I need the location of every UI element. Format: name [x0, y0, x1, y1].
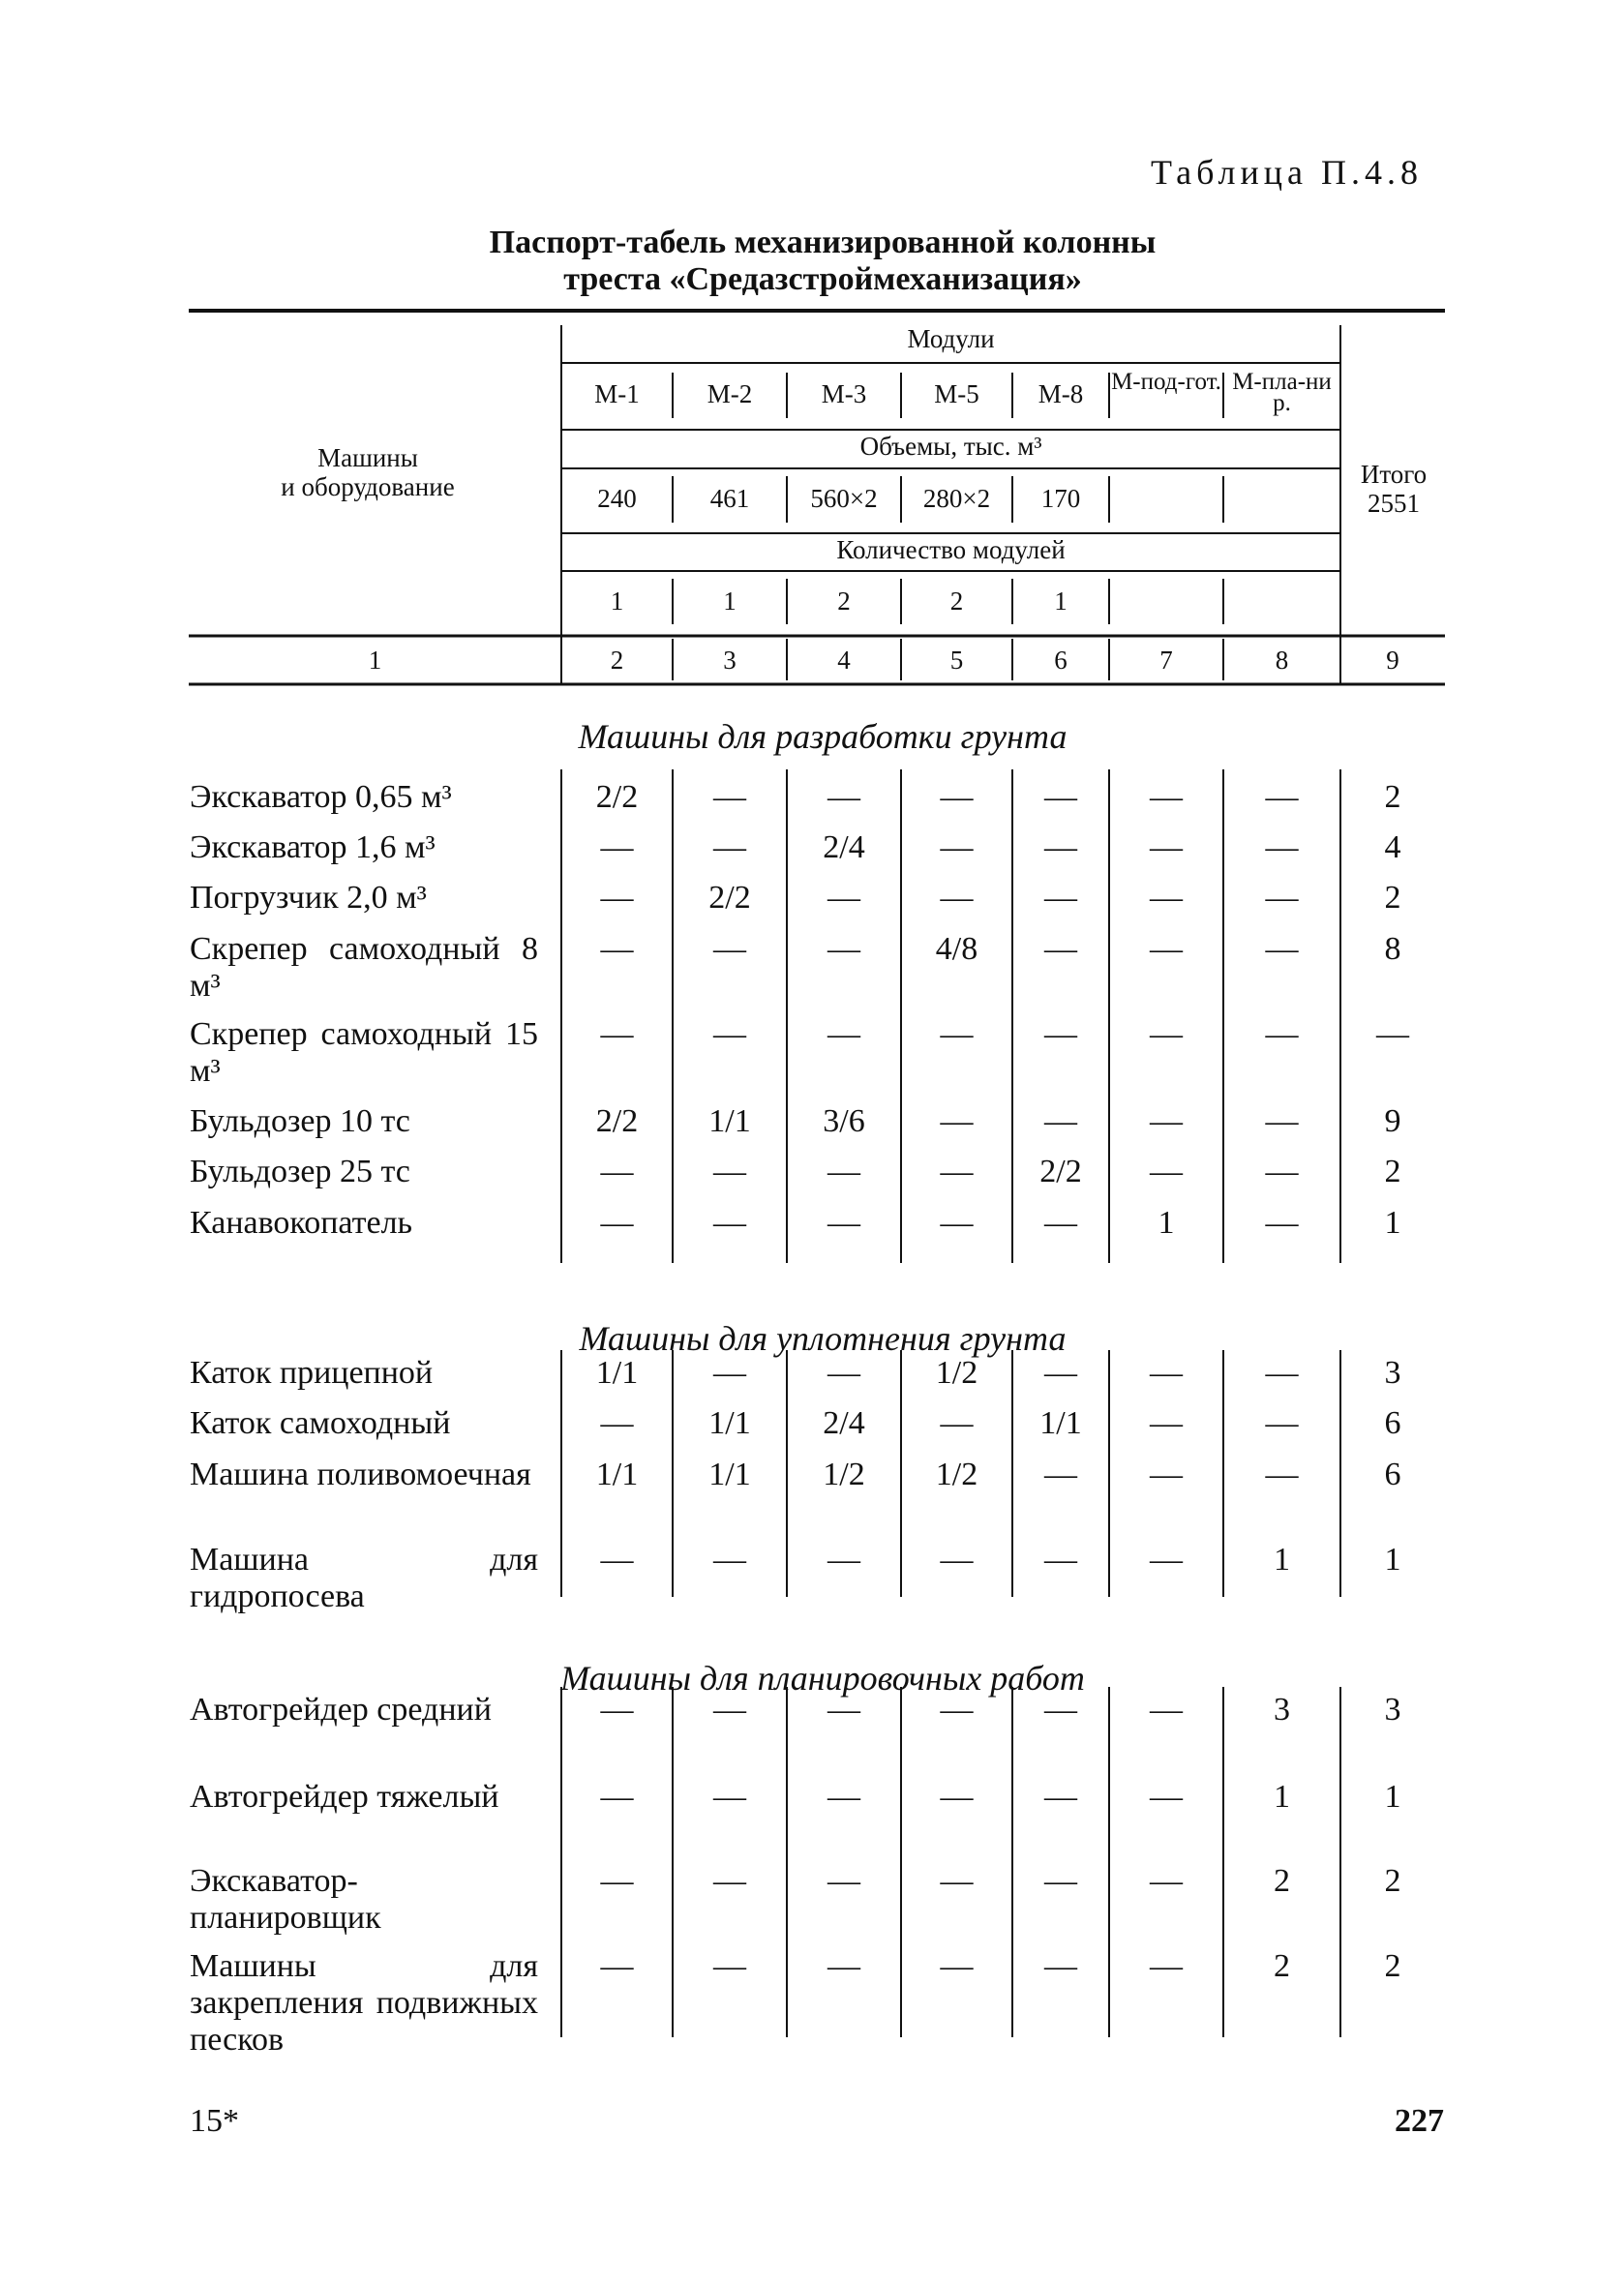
module-value-cell: 2/2: [595, 1103, 639, 1139]
module-value-cell: —: [1044, 779, 1077, 815]
module-value-cell: —: [827, 1779, 860, 1815]
row-total-cell: 2: [1384, 779, 1401, 815]
module-value-cell: 2/2: [708, 880, 751, 916]
machine-name: Экскаватор 0,65 м³: [190, 779, 452, 815]
module-value-cell: —: [600, 1692, 634, 1728]
total-value: 2551: [1368, 489, 1420, 518]
module-value-cell: 1/2: [935, 1457, 978, 1492]
module-name: М-под-гот.: [1111, 369, 1221, 395]
module-value-cell: —: [600, 880, 634, 916]
module-value-cell: —: [713, 1016, 746, 1052]
module-value-cell: —: [1044, 1779, 1077, 1815]
module-value-cell: —: [1044, 1542, 1077, 1578]
module-value-cell: —: [1044, 1103, 1077, 1139]
module-value-cell: 3/6: [823, 1103, 865, 1139]
module-value-cell: —: [713, 1154, 746, 1189]
module-value-cell: —: [1150, 1779, 1183, 1815]
module-value-cell: —: [713, 1542, 746, 1578]
module-value-cell: —: [827, 931, 860, 967]
module-value-cell: 1/1: [595, 1355, 639, 1391]
module-value-cell: 1/1: [595, 1457, 639, 1492]
module-value-cell: —: [827, 880, 860, 916]
module-value-cell: 3: [1274, 1692, 1290, 1728]
module-value-cell: —: [1044, 1355, 1077, 1391]
machine-name: Экскаватор 1,6 м³: [190, 829, 436, 865]
row-total-cell: —: [1376, 1016, 1409, 1052]
module-value-cell: —: [1044, 1692, 1077, 1728]
module-value-cell: —: [1265, 1103, 1299, 1139]
machine-name: Автогрейдер тяжелый: [190, 1779, 499, 1815]
machine-name: Машина поливомоечная: [190, 1457, 531, 1492]
module-value-cell: —: [1265, 1016, 1299, 1052]
machine-name: Автогрейдер средний: [190, 1692, 492, 1728]
module-volume: 560×2: [810, 484, 878, 513]
module-value-cell: —: [1044, 1205, 1077, 1241]
table-title: [290, 225, 1355, 298]
module-value-cell: —: [940, 1542, 974, 1578]
module-value-cell: 2: [1274, 1948, 1290, 1984]
module-value-cell: —: [940, 1863, 974, 1899]
module-value-cell: 1: [1158, 1205, 1175, 1241]
column-number: 2: [610, 646, 624, 675]
column-number: 4: [837, 646, 851, 675]
module-value-cell: —: [1150, 1457, 1183, 1492]
module-value-cell: 1/1: [708, 1457, 751, 1492]
module-value-cell: —: [1044, 1457, 1077, 1492]
column-number: 6: [1054, 646, 1068, 675]
column-number: 3: [723, 646, 737, 675]
total-label: Итого: [1360, 460, 1428, 489]
module-value-cell: —: [1265, 1405, 1299, 1441]
module-value-cell: —: [1265, 1355, 1299, 1391]
row-total-cell: 4: [1384, 829, 1401, 865]
module-volume: 461: [709, 484, 750, 513]
module-value-cell: —: [827, 1355, 860, 1391]
machine-name: Каток прицепной: [190, 1355, 434, 1391]
module-value-cell: —: [600, 1948, 634, 1984]
module-value-cell: —: [600, 829, 634, 865]
module-name: М-1: [594, 379, 640, 408]
module-value-cell: —: [1265, 1457, 1299, 1492]
machine-name: Скрепер самоходный 15 м³: [190, 1016, 538, 1089]
module-value-cell: —: [713, 1863, 746, 1899]
module-value-cell: —: [940, 1154, 974, 1189]
module-volume: 240: [597, 484, 637, 513]
module-value-cell: —: [827, 1948, 860, 1984]
module-value-cell: 1/2: [935, 1355, 978, 1391]
volumes-header: Объемы, тыс. м³: [859, 432, 1042, 461]
module-value-cell: —: [713, 1948, 746, 1984]
module-value-cell: —: [1150, 1355, 1183, 1391]
row-total-cell: 2: [1384, 1154, 1401, 1189]
module-value-cell: —: [600, 1779, 634, 1815]
module-value-cell: —: [600, 1405, 634, 1441]
page-number: 227: [1395, 2103, 1444, 2139]
module-value-cell: —: [1044, 1016, 1077, 1052]
module-value-cell: —: [827, 1542, 860, 1578]
table-title-line-2: треста «Средазстроймеханизация»: [563, 261, 1082, 297]
module-value-cell: —: [1265, 1205, 1299, 1241]
module-value-cell: 2/4: [823, 1405, 865, 1441]
module-value-cell: —: [1150, 1863, 1183, 1899]
module-value-cell: —: [1150, 931, 1183, 967]
module-value-cell: 1/1: [708, 1405, 751, 1441]
machine-name: Бульдозер 10 тс: [190, 1103, 410, 1139]
count-header: Количество модулей: [836, 535, 1066, 564]
module-value-cell: —: [713, 1692, 746, 1728]
machine-name: Машины для закрепления подвижных песков: [190, 1948, 538, 2058]
module-count: 1: [723, 586, 737, 616]
module-value-cell: —: [1150, 1016, 1183, 1052]
module-value-cell: —: [940, 1948, 974, 1984]
row-total-cell: 9: [1384, 1103, 1401, 1139]
module-value-cell: —: [1265, 931, 1299, 967]
machine-name: Бульдозер 25 тс: [190, 1154, 410, 1189]
module-value-cell: 2/2: [1039, 1154, 1082, 1189]
module-name: М-5: [934, 379, 979, 408]
module-value-cell: 4/8: [935, 931, 978, 967]
module-value-cell: —: [940, 779, 974, 815]
module-value-cell: —: [1150, 1103, 1183, 1139]
row-total-cell: 3: [1384, 1692, 1401, 1728]
module-value-cell: 2: [1274, 1863, 1290, 1899]
module-value-cell: —: [1150, 1405, 1183, 1441]
row-total-cell: 2: [1384, 1863, 1401, 1899]
table-label: Таблица П.4.8: [1151, 153, 1423, 192]
module-value-cell: —: [600, 1205, 634, 1241]
module-name: М-8: [1038, 379, 1084, 408]
module-value-cell: —: [940, 1016, 974, 1052]
module-value-cell: 2/2: [595, 779, 639, 815]
module-value-cell: —: [1044, 1863, 1077, 1899]
machine-name: Машина для гидропосева: [190, 1542, 538, 1614]
module-value-cell: 1: [1274, 1779, 1290, 1815]
row-total-cell: 1: [1384, 1542, 1401, 1578]
machine-name: Погрузчик 2,0 м³: [190, 880, 427, 916]
module-value-cell: —: [1150, 829, 1183, 865]
module-value-cell: —: [940, 1405, 974, 1441]
module-name: М-2: [707, 379, 753, 408]
module-count: 1: [610, 586, 624, 616]
module-value-cell: —: [827, 1692, 860, 1728]
row-total-cell: 2: [1384, 1948, 1401, 1984]
module-value-cell: —: [713, 1355, 746, 1391]
module-value-cell: —: [713, 829, 746, 865]
module-volume: 280×2: [922, 484, 991, 513]
module-value-cell: 1/1: [708, 1103, 751, 1139]
module-value-cell: —: [1150, 1692, 1183, 1728]
row-total-cell: 3: [1384, 1355, 1401, 1391]
module-value-cell: —: [940, 880, 974, 916]
module-value-cell: —: [827, 779, 860, 815]
module-value-cell: —: [1150, 880, 1183, 916]
row-total-cell: 2: [1384, 880, 1401, 916]
column-number: 1: [368, 646, 382, 675]
module-value-cell: —: [827, 1205, 860, 1241]
module-name: М-пла-нир.: [1232, 369, 1332, 416]
section-title: Машины для разработки грунта: [578, 717, 1068, 756]
column-number: 9: [1386, 646, 1399, 675]
module-value-cell: —: [600, 1016, 634, 1052]
machines-header: [194, 443, 542, 501]
module-count: 2: [949, 586, 964, 616]
module-value-cell: —: [1044, 931, 1077, 967]
module-value-cell: 1: [1274, 1542, 1290, 1578]
machine-name: Канавокопатель: [190, 1205, 413, 1241]
module-value-cell: —: [1265, 779, 1299, 815]
module-value-cell: —: [940, 1205, 974, 1241]
module-value-cell: —: [940, 1779, 974, 1815]
module-value-cell: —: [1265, 1154, 1299, 1189]
module-value-cell: —: [713, 779, 746, 815]
module-value-cell: —: [713, 1779, 746, 1815]
module-value-cell: —: [713, 931, 746, 967]
module-value-cell: —: [600, 1542, 634, 1578]
machines-header-line-2: и оборудование: [281, 472, 455, 501]
module-count: 2: [837, 586, 851, 616]
section-title: Машины для планировочных работ: [560, 1659, 1085, 1698]
row-total-cell: 8: [1384, 931, 1401, 967]
module-name: М-3: [821, 379, 867, 408]
module-value-cell: —: [713, 1205, 746, 1241]
machine-name: Скрепер самоходный 8 м³: [190, 931, 538, 1004]
row-total-cell: 6: [1384, 1457, 1401, 1492]
machines-header-line-1: Машины: [317, 443, 418, 472]
module-value-cell: —: [1044, 1948, 1077, 1984]
module-value-cell: —: [1150, 779, 1183, 815]
footer-signature-mark: 15*: [190, 2103, 239, 2139]
module-value-cell: —: [940, 1692, 974, 1728]
module-value-cell: —: [600, 931, 634, 967]
modules-header: Модули: [907, 324, 995, 353]
module-value-cell: 2/4: [823, 829, 865, 865]
module-value-cell: —: [600, 1154, 634, 1189]
module-value-cell: 1/2: [823, 1457, 865, 1492]
module-value-cell: 1/1: [1039, 1405, 1082, 1441]
module-value-cell: —: [1044, 829, 1077, 865]
module-value-cell: —: [1150, 1948, 1183, 1984]
module-value-cell: —: [827, 1016, 860, 1052]
module-count: 1: [1054, 586, 1068, 616]
header-dividers: [673, 369, 1223, 680]
machine-name: Каток самоходный: [190, 1405, 451, 1441]
table-title-line-1: Паспорт-табель механизированной колонны: [489, 225, 1157, 260]
module-value-cell: —: [940, 1103, 974, 1139]
section-title: Машины для уплотнения грунта: [579, 1319, 1067, 1358]
module-value-cell: —: [1150, 1154, 1183, 1189]
row-total-cell: 1: [1384, 1779, 1401, 1815]
module-value-cell: —: [1150, 1542, 1183, 1578]
column-number: 5: [949, 646, 964, 675]
module-value-cell: —: [1265, 829, 1299, 865]
module-volume: 170: [1040, 484, 1081, 513]
total-header: [1340, 460, 1447, 518]
module-value-cell: —: [827, 1863, 860, 1899]
module-value-cell: —: [940, 829, 974, 865]
module-value-cell: —: [1265, 880, 1299, 916]
row-total-cell: 6: [1384, 1405, 1401, 1441]
module-value-cell: —: [827, 1154, 860, 1189]
row-total-cell: 1: [1384, 1205, 1401, 1241]
column-number: 8: [1275, 646, 1289, 675]
column-number: 7: [1159, 646, 1173, 675]
module-value-cell: —: [1044, 880, 1077, 916]
module-value-cell: —: [600, 1863, 634, 1899]
machine-name: Экскаватор-планировщик: [190, 1863, 381, 1936]
